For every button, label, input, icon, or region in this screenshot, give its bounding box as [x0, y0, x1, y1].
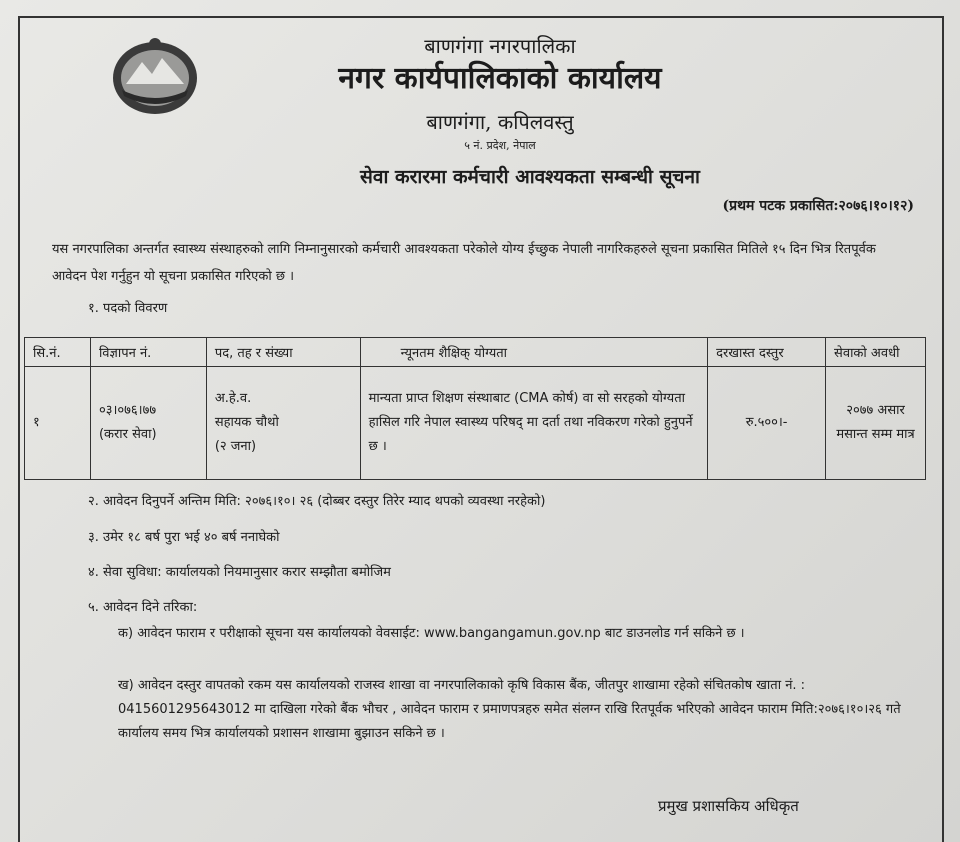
office-name: नगर कार्यपालिकाको कार्यालय — [338, 61, 662, 96]
post-level: सहायक चौथो — [214, 415, 279, 430]
municipality-name: बाणगंगा नगरपालिका — [424, 34, 576, 58]
intro-paragraph: यस नगरपालिका अन्तर्गत स्वास्थ्य संस्थाहरुको लागि निम्नानुसारको कर्मचारी आवश्यकता परेकोले योग्य ईच्छुक नेपाली नागरिकहरुले सूचना प्रकासित मितिले १५ दिन भित्र रितपूर्वक आवेदन पेश गर्नुहुन यो सूचना प्रकासित गरिएको छ । — [52, 242, 876, 284]
post-count: (२ जना) — [214, 439, 257, 454]
province-line: ५ नं. प्रदेश, नेपाल — [464, 139, 536, 152]
col-ad-no: विज्ञापन नं. — [90, 338, 206, 367]
cell-sn: १ — [25, 367, 91, 480]
cell-duration: २०७७ असार मसान्त सम्म मात्र — [826, 367, 926, 480]
point-benefits: ४. सेवा सुविधा: कार्यालयको नियमानुसार करार सम्झौता बमोजिम — [88, 565, 391, 580]
point-how-to-apply: ५. आवेदन दिने तरिका: — [88, 600, 198, 615]
cell-qualification: मान्यता प्राप्त शिक्षण संस्थाबाट (CMA कोर्ष) वा सो सरहको योग्यता हासिल गरि नेपाल स्वास्थ्य परिषद् मा दर्ता तथा नविकरण गरेको हुनुपर्ने छ । — [360, 367, 708, 480]
col-qualification: न्यूनतम शैक्षिक् योग्यता — [360, 338, 708, 367]
point-age: ३. उमेर १८ बर्ष पुरा भई ४० बर्ष ननाघेको — [88, 530, 280, 545]
office-address: बाणगंगा, कपिलवस्तु — [426, 110, 574, 134]
col-duration: सेवाको अवधी — [826, 338, 926, 367]
ad-number: ०३।०७६।७७ — [98, 403, 157, 418]
cell-post — [206, 367, 360, 480]
post-details-table — [24, 337, 926, 480]
point-deadline: २. आवेदन दिनुपर्ने अन्तिम मिति: २०७६।१०। २६ (दोब्बर दस्तुर तिरेर म्याद थपको व्यवस्था नरहेको) — [88, 494, 546, 509]
nepal-emblem-icon — [108, 34, 202, 118]
notice-title: सेवा करारमा कर्मचारी आवश्यकता सम्बन्धी सूचना — [360, 166, 700, 188]
ad-type: (करार सेवा) — [98, 427, 157, 442]
publish-date: (प्रथम पटक प्रकासित:२०७६।१०।१२) — [722, 198, 914, 214]
col-sn: सि.नं. — [25, 338, 91, 367]
cell-fee: रु.५००।- — [708, 367, 826, 480]
table-header-row — [25, 338, 926, 367]
cell-ad-no — [90, 367, 206, 480]
apply-step-payment: ख) आवेदन दस्तुर वापतको रकम यस कार्यालयको राजस्व शाखा वा नगरपालिकाको कृषि विकास बैंक, जीतपुर शाखामा रहेको संचितकोष खाता नं. : 0415601295643012 मा दाखिला गरेको बैंक भौचर , आवेदन फाराम र प्रमाणपत्रहरु समेत संलग्न राखि रितपूर्वक भरिएको आवेदन फाराम मिति:२०७६।१०।२६ गते कार्यालय समय भित्र कार्यालयको प्रशासन शाखामा बुझाउन सकिने छ । — [118, 678, 901, 741]
col-post: पद, तह र संख्या — [206, 338, 360, 367]
col-fee: दरखास्त दस्तुर — [708, 338, 826, 367]
apply-step-download: क) आवेदन फाराम र परीक्षाको सूचना यस कार्यालयको वेवसाईट: www.bangangamun.gov.np बाट डाउनलोड गर्न सकिने छ । — [118, 626, 745, 641]
signatory-title: प्रमुख प्रशासकिय अधिकृत — [658, 797, 799, 815]
point-post-details: १. पदको विवरण — [88, 301, 168, 316]
post-name: अ.हे.व. — [214, 391, 252, 406]
table-row — [25, 367, 926, 480]
